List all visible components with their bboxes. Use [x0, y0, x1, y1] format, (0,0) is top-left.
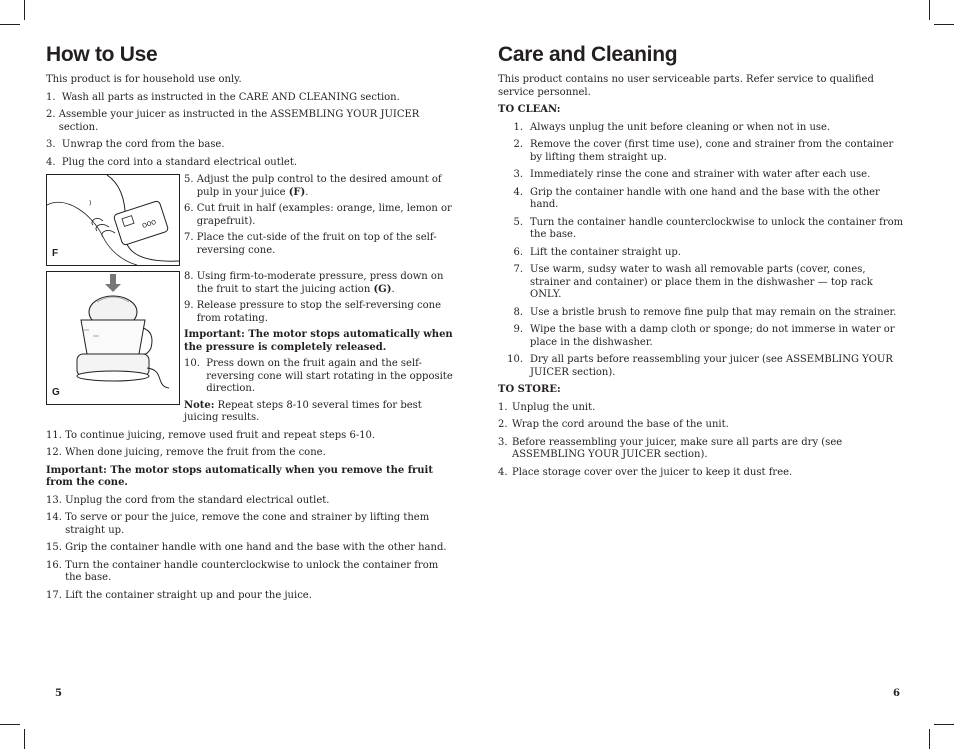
section-heading: TO STORE: [498, 384, 561, 395]
list-item: 10. Dry all parts before reassembling your juicer (see ASSEMBLING YOUR JUICER section). [507, 354, 893, 378]
list-item: 6. Lift the container straight up. [513, 246, 682, 258]
clean-list [498, 122, 908, 380]
list-item: 16. Turn the container handle counterclockwise to unlock the container from the base. [46, 559, 439, 583]
figure-f [46, 174, 180, 266]
list-item: 2. Remove the cover (first time use), cone and strainer from the container by lifting them straight up. [513, 139, 894, 163]
page-number: 5 [55, 688, 62, 699]
list-item: 9. Wipe the base with a damp cloth or sponge; do not immerse in water or place in the dishwasher. [513, 324, 895, 348]
crop-mark [934, 724, 954, 725]
page-title: Care and Cleaning [498, 43, 678, 66]
figure-g-row [46, 271, 456, 425]
list-item: 5. Turn the container handle counterclockwise to unlock the container from the base. [513, 216, 904, 240]
list-item: 6. Cut fruit in half (examples: orange, lime, lemon or grapefruit). [184, 203, 452, 227]
list-item: 3. Immediately rinse the cone and strainer with water after each use. [513, 169, 871, 180]
intro-text: This product is for household use only. [46, 74, 242, 85]
list-item: 8. Using firm-to-moderate pressure, press down on the fruit to start the juicing action (G). [184, 271, 444, 295]
crop-mark [24, 0, 25, 20]
steps-list-bottom [46, 495, 456, 603]
crop-mark [24, 729, 25, 749]
list-item: 14. To serve or pour the juice, remove the cone and strainer by lifting them straight up. [46, 512, 430, 536]
care-and-cleaning-section [498, 40, 908, 479]
steps-list-f [180, 174, 456, 266]
crop-mark [934, 24, 954, 25]
list-item: 4. Plug the cord into a standard electrical outlet. [46, 156, 298, 168]
figure-label: F [52, 248, 59, 259]
steps-list-top [46, 92, 456, 170]
figure-f-row [46, 174, 456, 266]
svg-text:): ) [89, 200, 92, 207]
crop-mark [0, 24, 20, 25]
list-item: 10. Press down on the fruit again and the self-reversing cone will start rotating in the opposite direction. [184, 358, 453, 394]
list-item: 13. Unplug the cord from the standard electrical outlet. [46, 494, 330, 506]
list-item: 12. When done juicing, remove the fruit from the cone. [46, 447, 326, 458]
how-to-use-section [46, 40, 456, 602]
page-number: 6 [893, 688, 900, 699]
crop-mark [929, 0, 930, 20]
list-item: 1. Wash all parts as instructed in the CARE AND CLEANING section. [46, 91, 400, 103]
crop-mark [929, 729, 930, 749]
important-note: Important: The motor stops automatically when you remove the fruit from the cone. [46, 464, 433, 488]
figure-g [46, 271, 180, 405]
list-item: 1. Always unplug the unit before cleaning or when not in use. [513, 121, 831, 133]
list-item: 2. Assemble your juicer as instructed in the ASSEMBLING YOUR JUICER section. [46, 109, 420, 133]
list-item: 3. Unwrap the cord from the base. [46, 139, 225, 150]
section-heading: TO CLEAN: [498, 104, 561, 115]
steps-list-g [180, 271, 456, 425]
list-item: 9. Release pressure to stop the self-reversing cone from rotating. [184, 300, 442, 324]
list-item: 4. Grip the container handle with one hand and the base with the other hand. [513, 186, 880, 210]
important-note: Important: The motor stops automatically when the pressure is completely released. [184, 329, 453, 353]
list-item: 1. Unplug the unit. [498, 401, 596, 413]
list-item: 3. Before reassembling your juicer, make sure all parts are dry (see ASSEMBLING YOUR JUICER section). [498, 436, 843, 460]
list-item: 5. Adjust the pulp control to the desired amount of pulp in your juice (F). [184, 174, 442, 198]
figure-label: G [52, 387, 60, 398]
list-item: 15. Grip the container handle with one hand and the base with the other hand. [46, 542, 447, 553]
juicer-illustration [47, 272, 179, 404]
note-text: Note: Repeat steps 8-10 several times for best juicing results. [184, 399, 422, 423]
list-item: 11. To continue juicing, remove used fruit and repeat steps 6-10. [46, 429, 376, 441]
list-item: 2. Wrap the cord around the base of the unit. [498, 419, 729, 430]
page-title: How to Use [46, 43, 158, 66]
list-item: 17. Lift the container straight up and pour the juice. [46, 589, 312, 601]
pulp-control-illustration [47, 175, 179, 265]
crop-mark [0, 724, 20, 725]
intro-text: This product contains no user serviceable parts. Refer service to qualified service personnel. [498, 74, 874, 98]
store-list [498, 402, 908, 480]
list-item: 7. Place the cut-side of the fruit on top of the self-reversing cone. [184, 232, 437, 256]
list-item: 8. Use a bristle brush to remove fine pulp that may remain on the strainer. [513, 306, 897, 318]
svg-text:OOO: OOO [141, 218, 158, 230]
list-item: 4. Place storage cover over the juicer to keep it dust free. [498, 466, 793, 478]
steps-list-mid [46, 430, 456, 460]
list-item: 7. Use warm, sudsy water to wash all removable parts (cover, cones, strainer and container) or place them in the dishwasher — top rack ONLY. [513, 264, 873, 300]
